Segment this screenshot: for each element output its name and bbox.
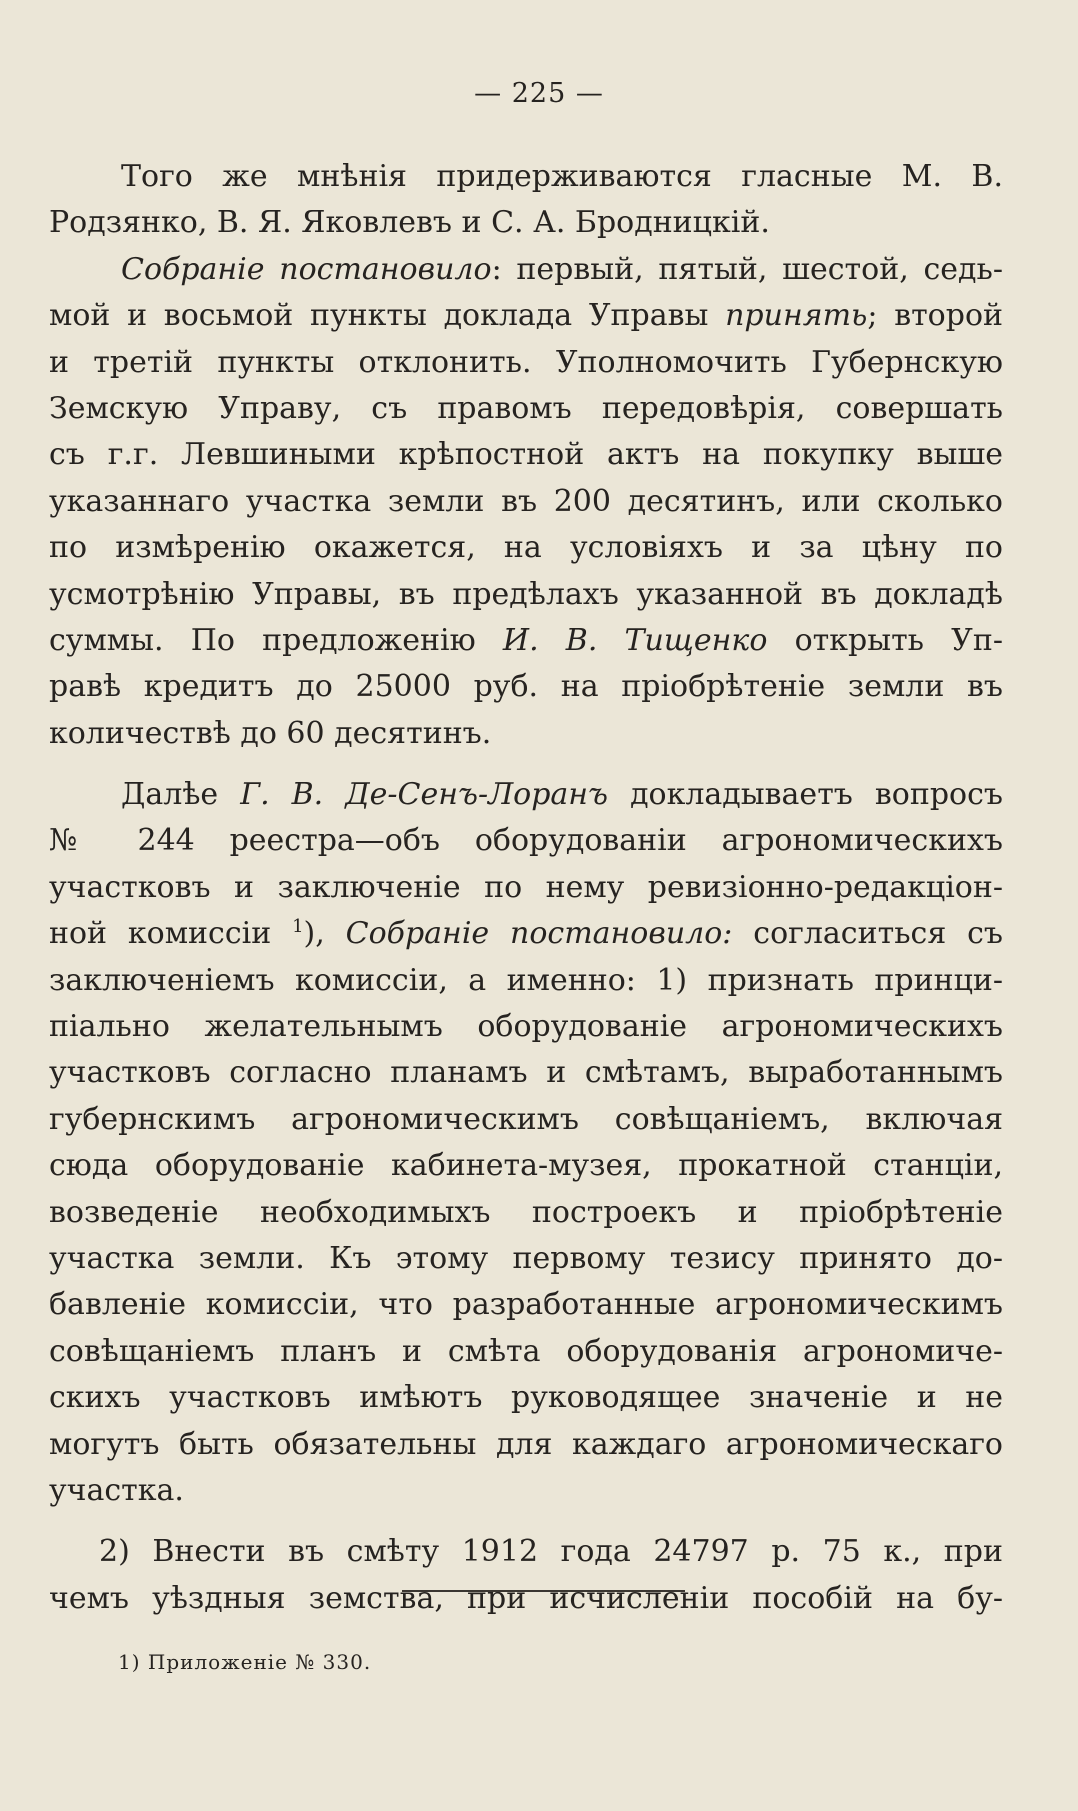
text-run: докладываетъ вопросъ [608,777,1003,813]
text-line: заключеніемъ комиссіи, а именно: 1) признать принци- [49,962,1003,998]
italic-phrase: Собраніе постановило: [345,916,733,952]
paragraph-1 [49,154,1003,247]
italic-phrase: И. В. Тищенко [502,622,768,658]
footnote: 1) Приложеніе № 330. [118,1650,372,1674]
paragraph-3 [49,772,1003,1514]
text-run: суммы. По предложенію [49,622,503,658]
italic-phrase: Собраніе постановило [121,251,492,287]
text-run: мой и восьмой пункты доклада Управы [49,298,726,334]
text-line: 2) Внести въ смѣту 1912 года 24797 р. 75 к., при [99,1534,1003,1570]
italic-phrase: принять [725,298,868,334]
text-line: равѣ кредитъ до 25000 руб. на пріобрѣтеніе земли въ [49,669,1003,705]
text-line: чемъ уѣздныя земства, при исчисленіи пособій на бу- [49,1580,1003,1616]
text-line [49,293,1003,339]
text-line: № 244 реестра—объ оборудованіи агрономическихъ [49,823,1003,859]
text-run: ; второй [867,298,1004,334]
text-line [49,247,1003,293]
text-line [49,618,1003,664]
text-line: участковъ и заключеніе по нему ревизіонно-редакціон- [49,869,1003,905]
paragraph-2 [49,247,1003,757]
paragraph-gap [49,1514,1003,1529]
text-line: по измѣренію окажется, на условіяхъ и за цѣну по [49,530,1003,566]
paragraph-4 [49,1529,1003,1622]
footnote-divider [402,1590,685,1592]
text-run: открыть Уп- [767,622,1003,658]
paragraph-gap [49,757,1003,772]
page-number: — 225 — [474,78,604,109]
italic-phrase: Г. В. Де-Сенъ-Лоранъ [240,777,609,813]
text-line: возведеніе необходимыхъ построекъ и пріобрѣтеніе [49,1194,1003,1230]
text-line: участка земли. Къ этому первому тезису принято до- [49,1240,1003,1276]
text-run: ной комиссіи [49,916,293,952]
text-line [49,772,1003,818]
text-run: ), [303,916,346,952]
text-run: Далѣе [121,777,241,813]
text-line: совѣщаніемъ планъ и смѣта оборудованія агрономиче- [49,1333,1003,1369]
text-line: сюда оборудованіе кабинета-музея, прокатной станціи, [49,1148,1003,1184]
text-line [49,911,1003,957]
text-line: бавленіе комиссіи, что разработанные агрономическимъ [49,1287,1003,1323]
text-line: Родзянко, В. Я. Яковлевъ и С. А. Бродницкій. [49,205,770,241]
text-line: усмотрѣнію Управы, въ предѣлахъ указанной въ докладѣ [49,576,1003,612]
text-line: Того же мнѣнія придерживаются гласные М. В. [121,159,1003,194]
text-line: могутъ быть обязательны для каждаго агрономическаго [49,1426,1003,1462]
text-line: піально желательнымъ оборудованіе агрономическихъ [49,1009,1003,1045]
body-text [49,154,1003,1622]
text-run: согласиться съ [732,916,1003,952]
text-line: Земскую Управу, съ правомъ передовѣрія, совершать [49,390,1003,426]
text-line: участковъ согласно планамъ и смѣтамъ, выработаннымъ [49,1055,1003,1091]
text-line: губернскимъ агрономическимъ совѣщаніемъ, включая [49,1101,1003,1137]
text-line: участка. [49,1472,184,1508]
text-run: : первый, пятый, шестой, седь- [491,251,1003,287]
footnote-marker[interactable]: 1 [292,916,304,938]
text-line: скихъ участковъ имѣютъ руководящее значеніе и не [49,1380,1003,1416]
text-line: количествѣ до 60 десятинъ. [49,715,492,751]
text-line: съ г.г. Левшиными крѣпостной актъ на покупку выше [49,437,1003,473]
text-line: указаннаго участка земли въ 200 десятинъ, или сколько [49,483,1003,519]
text-line: и третій пункты отклонить. Уполномочить Губернскую [49,344,1003,380]
